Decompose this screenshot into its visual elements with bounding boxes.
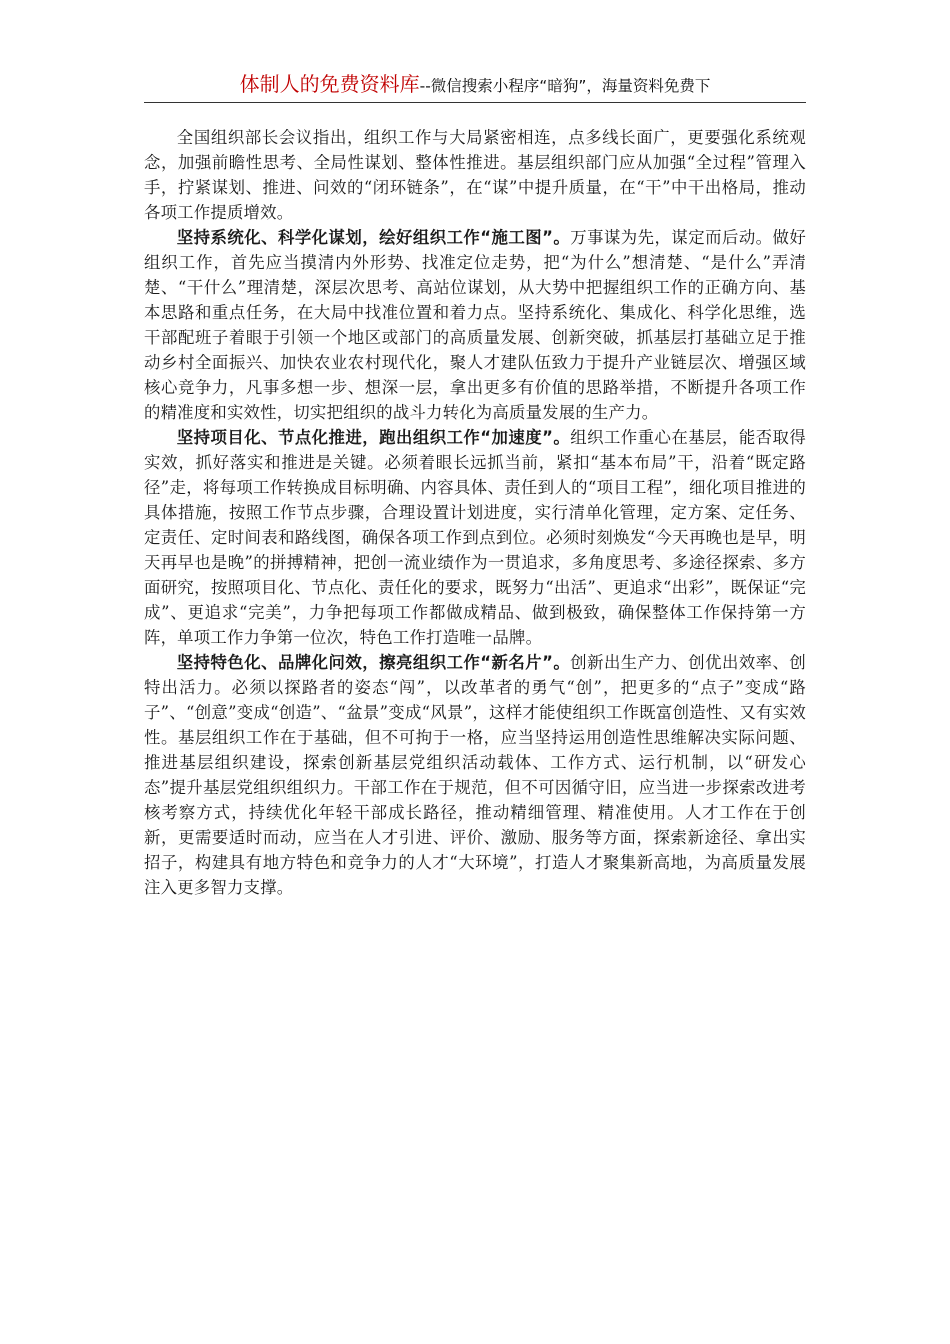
- article-body: [144, 125, 806, 900]
- header-title: 体制人的免费资料库: [239, 72, 420, 96]
- paragraph-text: 组织工作重心在基层，能否取得实效，抓好落实和推进是关键。必须着眼长远抓当前，紧扣“基本布局”干，沿着“既定路径”走，将每项工作转换成目标明确、内容具体、责任到人的“项目工程”，细化项目推进的具体措施，按照工作节点步骤，合理设置计划进度，实行清单化管理，定方案、定任务、定责任、定时间表和路线图，确保各项工作到点到位。必须时刻焕发“今天再晚也是早，明天再早也是晚”的拼搏精神，把创一流业绩作为一贯追求，多角度思考、多途径探索、多方面研究，按照项目化、节点化、责任化的要求，既努力“出活”、更追求“出彩”，既保证“完成”、更追求“完美”，力争把每项工作都做成精品、做到极致，确保整体工作保持第一方阵，单项工作力争第一位次，特色工作打造唯一品牌。: [144, 428, 806, 647]
- paragraph-lead: 坚持特色化、品牌化问效，擦亮组织工作“新名片”。: [176, 653, 571, 672]
- paragraph-branding: [144, 650, 806, 900]
- page-header: [144, 66, 806, 103]
- paragraph-lead: 坚持项目化、节点化推进，跑出组织工作“加速度”。: [176, 428, 571, 447]
- paragraph-lead: 坚持系统化、科学化谋划，绘好组织工作“施工图”。: [176, 228, 571, 247]
- paragraph-text: 万事谋为先，谋定而后动。做好组织工作，首先应当摸清内外形势、找准定位走势，把“为什么”想清楚、“是什么”弄清楚、“干什么”理清楚，深层次思考、高站位谋划，从大势中把握组织工作的正确方向、基本思路和重点任务，在大局中找准位置和着力点。坚持系统化、集成化、科学化思维，选干部配班子着眼于引领一个地区或部门的高质量发展、创新突破，抓基层打基础立足于推动乡村全面振兴、加快农业农村现代化，聚人才建队伍致力于提升产业链层次、增强区域核心竞争力，凡事多想一步、想深一层，拿出更多有价值的思路举措，不断提升各项工作的精准度和实效性，切实把组织的战斗力转化为高质量发展的生产力。: [144, 228, 806, 422]
- header-subtitle: --微信搜索小程序“暗狗”，海量资料免费下: [419, 77, 711, 95]
- paragraph-intro: [144, 125, 806, 225]
- paragraph-planning: [144, 225, 806, 425]
- paragraph-text: 创新出生产力、创优出效率、创特出活力。必须以探路者的姿态“闯”，以改革者的勇气“创”，把更多的“点子”变成“路子”、“创意”变成“创造”、“盆景”变成“风景”，这样才能使组织工作既富创造性、又有实效性。基层组织工作在于基础，但不可拘于一格，应当坚持运用创造性思维解决实际问题、推进基层组织建设，探索创新基层党组织活动载体、工作方式、运行机制，以“研发心态”提升基层党组织组织力。干部工作在于规范，但不可因循守旧，应当进一步探索改进考核考察方式，持续优化年轻干部成长路径，推动精细管理、精准使用。人才工作在于创新，更需要适时而动，应当在人才引进、评价、激励、服务等方面，探索新途径、拿出实招子，构建具有地方特色和竞争力的人才“大环境”，打造人才聚集新高地，为高质量发展注入更多智力支撑。: [144, 653, 806, 897]
- paragraph-acceleration: [144, 425, 806, 650]
- paragraph-text: 全国组织部长会议指出，组织工作与大局紧密相连，点多线长面广，更要强化系统观念，加强前瞻性思考、全局性谋划、整体性推进。基层组织部门应从加强“全过程”管理入手，拧紧谋划、推进、问效的“闭环链条”，在“谋”中提升质量，在“干”中干出格局，推动各项工作提质增效。: [144, 128, 806, 222]
